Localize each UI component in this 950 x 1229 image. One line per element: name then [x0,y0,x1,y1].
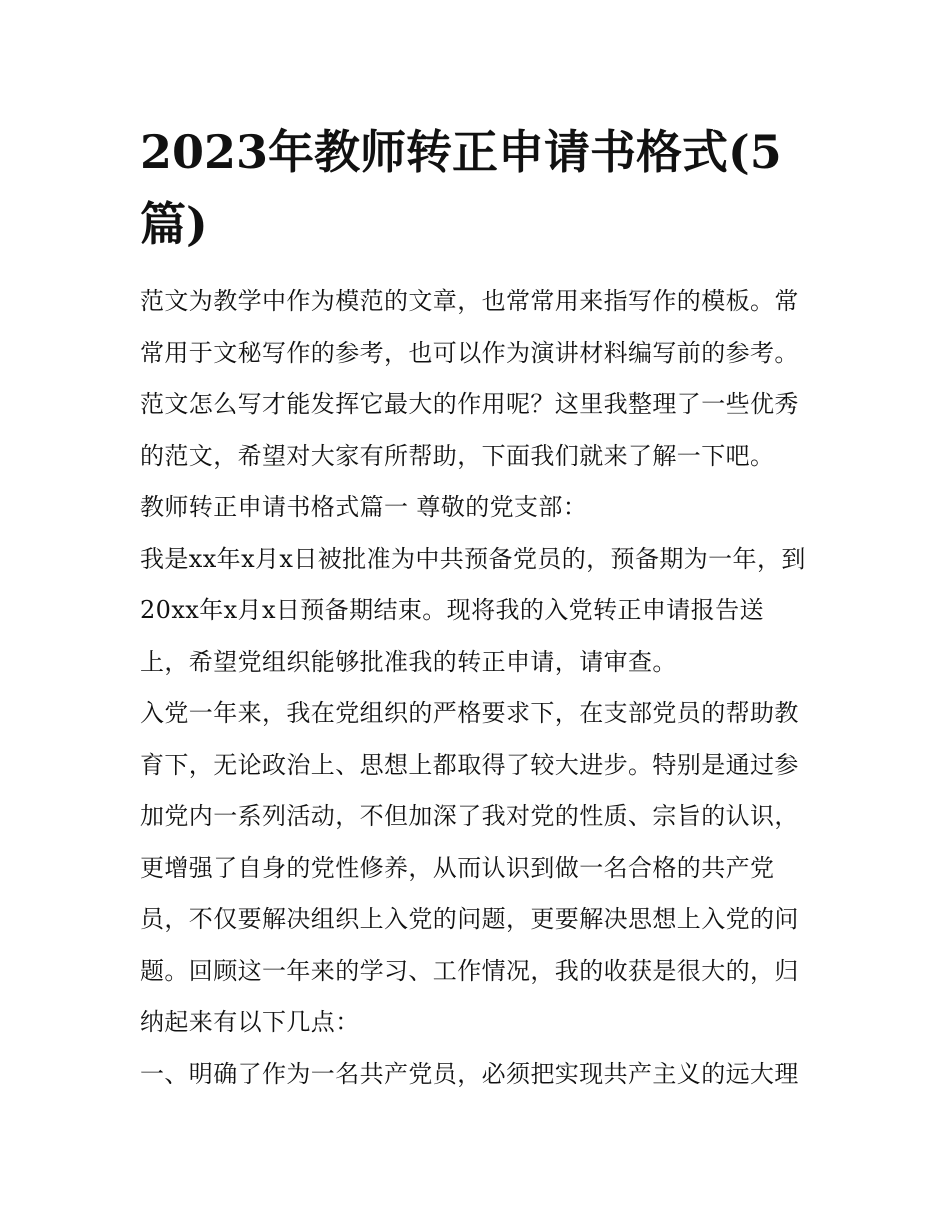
body-paragraph-3: 一、明确了作为一名共产党员，必须把实现共产主义的远大理 [140,1059,799,1088]
intro-paragraph: 范文为教学中作为模范的文章，也常常用来指写作的模板。常常用于文秘写作的参考，也可以作为演讲材料编写前的参考。范文怎么写才能发挥它最大的作用呢？这里我整理了一些优秀的范文，希望对大家有所帮助，下面我们就来了解一下吧。 [140,287,799,470]
body-paragraph-1: 我是xx年x月x日被批准为中共预备党员的，预备期为一年，到20xx年x月x日预备期结束。现将我的入党转正申请报告送上，希望党组织能够批准我的转正申请，请审查。 [140,544,806,676]
document-page [140,116,812,1100]
body-paragraph-2: 入党一年来，我在党组织的严格要求下，在支部党员的帮助教育下，无论政治上、思想上都取得了较大进步。特别是通过参加党内一系列活动，不但加深了我对党的性质、宗旨的认识，更增强了自身的党性修养，从而认识到做一名合格的共产党员，不仅要解决组织上入党的问题，更要解决思想上入党的问题。回顾这一年来的学习、工作情况，我的收获是很大的，归纳起来有以下几点： [140,699,799,1036]
document-title: 2023年教师转正申请书格式(5篇) [140,125,782,251]
section-heading-paragraph: 教师转正申请书格式篇一 尊敬的党支部： [140,493,588,521]
